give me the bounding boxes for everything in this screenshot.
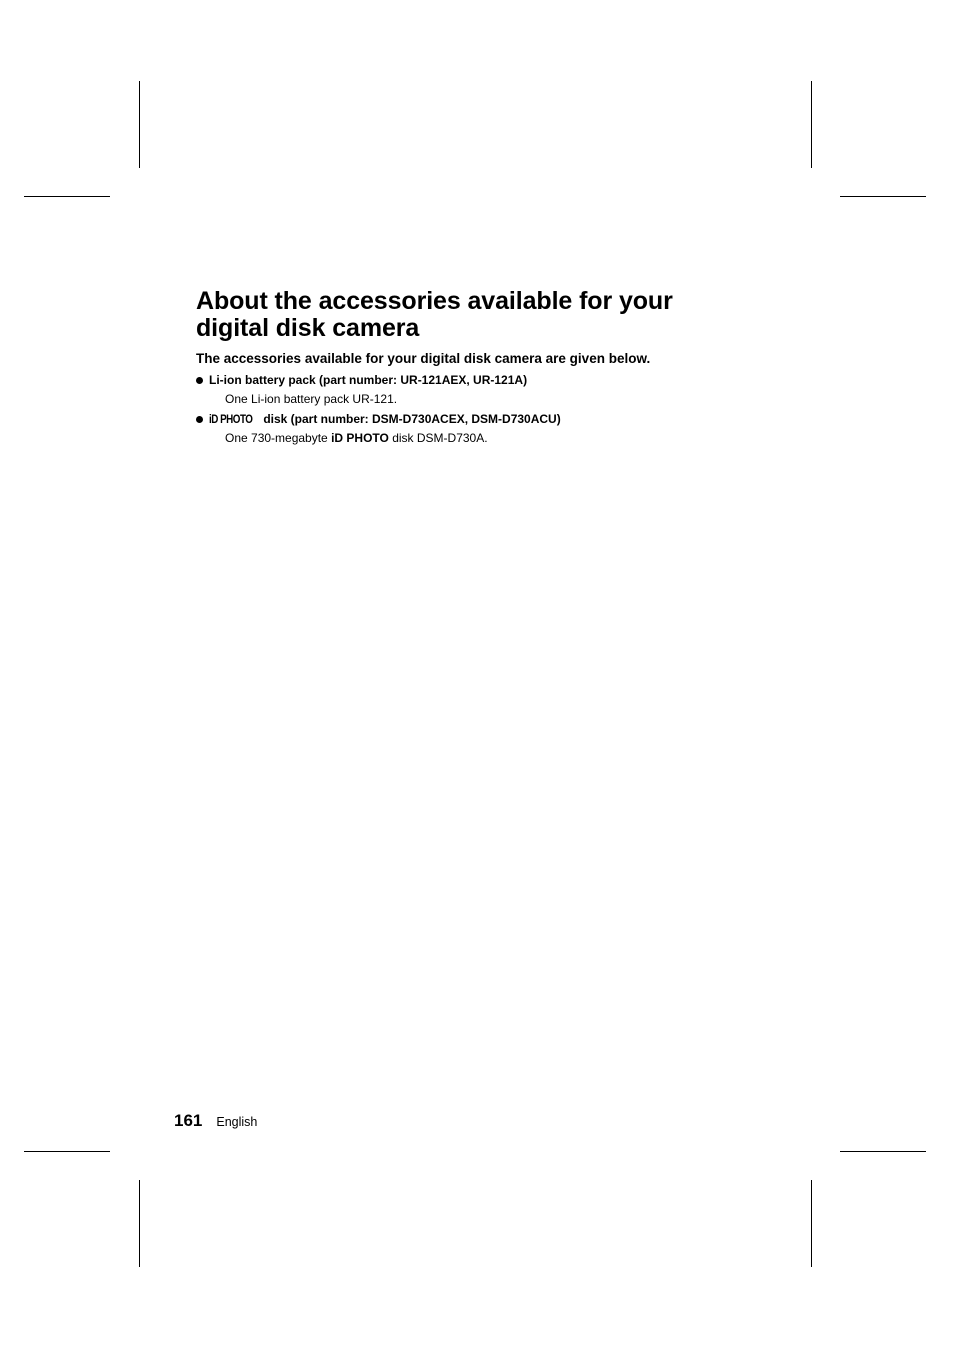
crop-mark-bottom-left-vertical — [139, 1180, 140, 1267]
intro-text: The accessories available for your digital disk camera are given below. — [196, 351, 651, 366]
crop-mark-bottom-right-horizontal — [840, 1151, 926, 1152]
list-item — [196, 372, 756, 407]
page-title — [196, 288, 756, 342]
accessory-description: One Li-ion battery pack UR-121. — [225, 392, 398, 406]
accessory-heading-text: Li-ion battery pack (part number: UR-121AEX, UR-121A) — [209, 373, 528, 387]
accessory-description — [225, 430, 756, 446]
crop-mark-bottom-right-vertical — [811, 1180, 812, 1267]
language-label: English — [216, 1115, 258, 1129]
crop-mark-top-right-horizontal — [840, 196, 926, 197]
bullet-icon — [196, 377, 203, 384]
crop-mark-bottom-left-horizontal — [24, 1151, 110, 1152]
accessory-heading — [196, 411, 756, 427]
description-bold: iD PHOTO — [331, 431, 389, 445]
accessory-heading-text: disk (part number: DSM-D730ACEX, DSM-D730ACU) — [260, 412, 561, 426]
page-content — [196, 288, 756, 450]
page-title-line-2: digital disk camera — [196, 314, 420, 342]
crop-mark-top-left-vertical — [139, 81, 140, 168]
bullet-icon — [196, 416, 203, 423]
accessory-list — [196, 372, 756, 446]
page-footer — [174, 1111, 257, 1131]
description-pre: One 730-megabyte — [225, 431, 332, 445]
description-post: disk DSM-D730A. — [388, 431, 488, 445]
crop-mark-top-right-vertical — [811, 81, 812, 168]
id-photo-logo: iD PHOTO — [209, 412, 253, 426]
crop-mark-top-left-horizontal — [24, 196, 110, 197]
page-number: 161 — [174, 1111, 203, 1130]
page-title-line-1: About the accessories available for your — [196, 287, 673, 315]
accessory-heading — [196, 372, 756, 388]
list-item — [196, 411, 756, 446]
